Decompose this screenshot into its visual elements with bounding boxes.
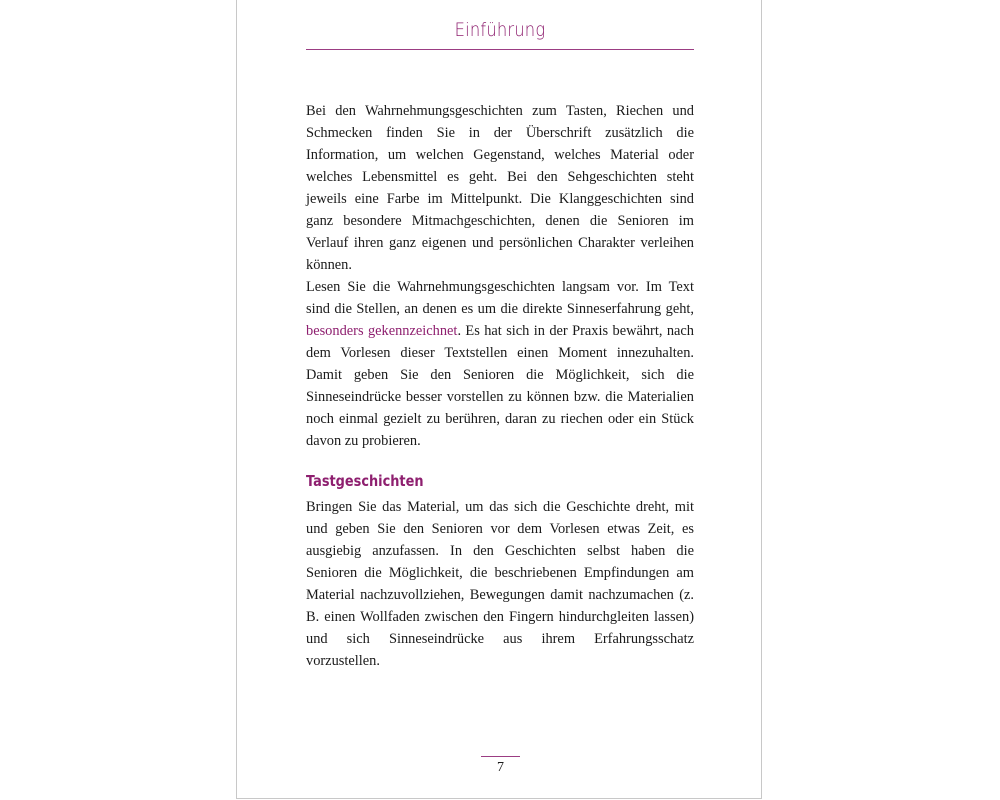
paragraph-intro: Bei den Wahrnehmungsgeschichten zum Tasten, Riechen und Schmecken finden Sie in der Überschrift zusätzlich die Information, um welchen Gegenstand, welches Material oder welches Lebensmittel es geht. Bei den Sehgeschichten steht jeweils eine Farbe im Mittelpunkt. Die Klanggeschichten sind ganz besondere Mitmachgeschichten, denen die Senioren im Verlauf ihren ganz eigenen und persönlichen Charakter verleihen können. bbox=[306, 103, 694, 273]
section-heading-tastgeschichten: Tastgeschichten bbox=[306, 472, 424, 490]
paragraph-tastgeschichten: Bringen Sie das Material, um das sich die Geschichte dreht, mit und geben Sie den Senioren vor dem Vorlesen etwas Zeit, es ausgiebig anzufassen. In den Geschichten selbst haben die Senioren die Möglichkeit, die beschriebenen Empfindungen am Material nachzuvollziehen, Bewegungen damit nachzumachen (z. B. einen Wollfaden zwischen den Fingern hindurchgleiten lassen) und sich Sinneseindrücke aus ihrem Erfahrungsschatz vorzustellen. bbox=[306, 499, 694, 669]
page-header-title: Einführung bbox=[454, 19, 546, 41]
header-divider bbox=[306, 49, 694, 50]
highlighted-text: besonders gekennzeichnet bbox=[306, 323, 458, 339]
page-number: 7 bbox=[497, 760, 504, 775]
footer-divider bbox=[481, 756, 520, 757]
paragraph-reading-advice bbox=[306, 276, 694, 452]
paragraph-reading-advice-part-2: . Es hat sich in der Praxis bewährt, nach dem Vorlesen dieser Textstellen einen Moment innezuhalten. Damit geben Sie den Senioren die Möglichkeit, sich die Sinneseindrücke besser vorstellen zu können bzw. die Materialien noch einmal gezielt zu berühren, daran zu riechen oder ein Stück davon zu probieren. bbox=[306, 323, 694, 449]
paragraph-reading-advice-part-1: Lesen Sie die Wahrnehmungsgeschichten langsam vor. Im Text sind die Stellen, an denen es um die direkte Sinneserfahrung geht, bbox=[306, 279, 694, 317]
document-page bbox=[236, 0, 762, 799]
